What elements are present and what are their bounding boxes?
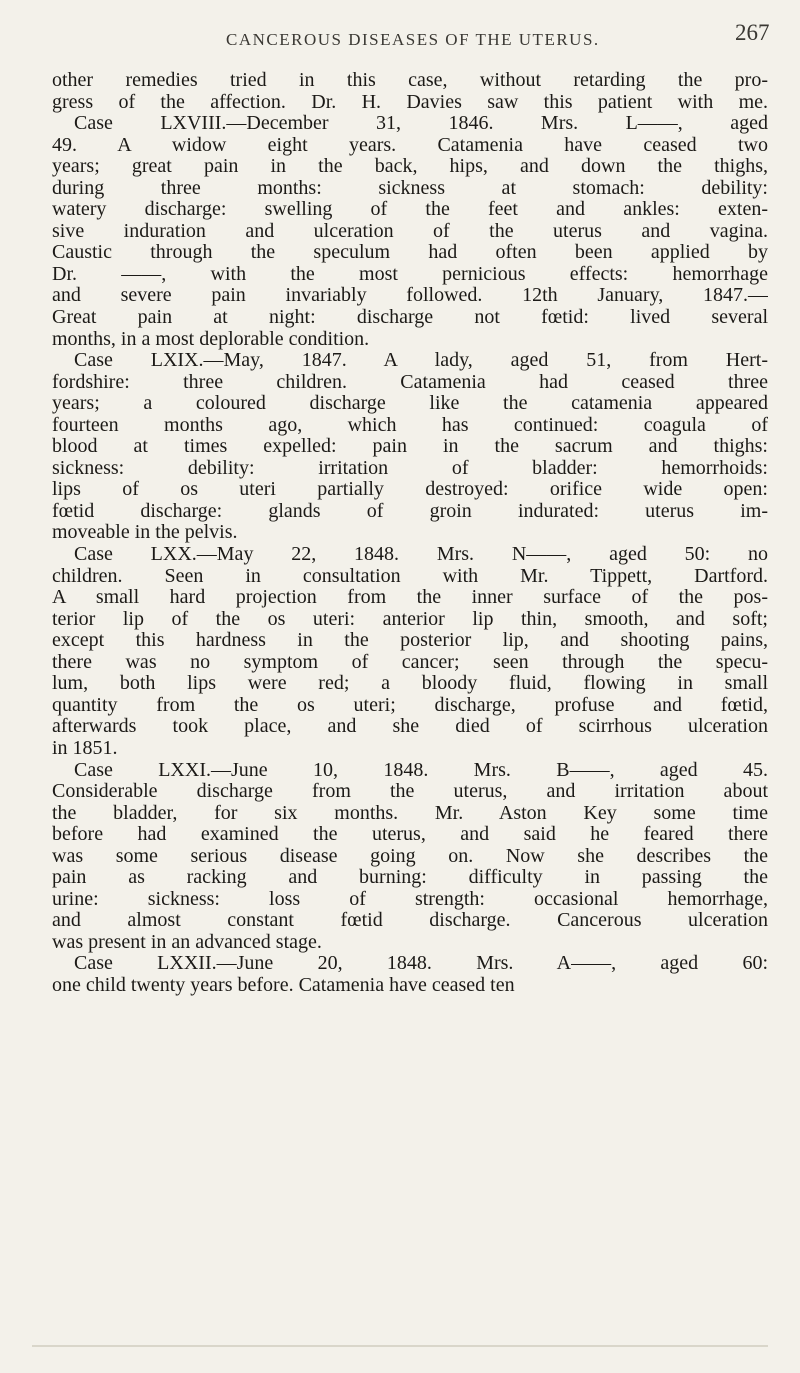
text-line: 49. A widow eight years. Catamenia have ceased two — [52, 134, 768, 156]
text-line: and severe pain invariably followed. 12th January, 1847.— — [52, 285, 768, 307]
text-line: before had examined the uterus, and said he feared there — [52, 824, 768, 846]
text-line: the bladder, for six months. Mr. Aston Key some time — [52, 802, 768, 824]
text-line: sive induration and ulceration of the uterus and vagina. — [52, 220, 768, 242]
case-heading-line: Case LXXI.—June 10, 1848. Mrs. B——, aged 45. — [74, 759, 768, 781]
text-line: A small hard projection from the inner surface of the pos- — [52, 587, 768, 609]
text-line: Dr. ——, with the most pernicious effects: hemorrhage — [52, 263, 768, 285]
text-line: Great pain at night: discharge not fœtid: lived several — [52, 307, 768, 329]
text-line: moveable in the pelvis. — [52, 522, 238, 544]
text-line: and almost constant fœtid discharge. Cancerous ulceration — [52, 910, 768, 932]
text-line: blood at times expelled: pain in the sacrum and thighs: — [52, 436, 768, 458]
running-head — [0, 18, 800, 58]
text-line: lum, both lips were red; a bloody fluid, flowing in small — [52, 673, 768, 695]
text-line: fourteen months ago, which has continued: coagula of — [52, 414, 768, 436]
case-heading-line: Case LXIX.—May, 1847. A lady, aged 51, from Hert- — [74, 350, 768, 372]
page-number: 267 — [735, 20, 770, 45]
text-line: terior lip of the os uteri: anterior lip thin, smooth, and soft; — [52, 608, 768, 630]
text-line: there was no symptom of cancer; seen through the specu- — [52, 651, 768, 673]
text-line: Considerable discharge from the uterus, and irritation about — [52, 781, 768, 803]
text-line: during three months: sickness at stomach: debility: — [52, 177, 768, 199]
text-line: was present in an advanced stage. — [52, 931, 322, 953]
text-line: urine: sickness: loss of strength: occasional hemorrhage, — [52, 888, 768, 910]
text-line: was some serious disease going on. Now she describes the — [52, 845, 768, 867]
text-line: watery discharge: swelling of the feet and ankles: exten- — [52, 199, 768, 221]
case-heading-line: Case LXXII.—June 20, 1848. Mrs. A——, aged 60: — [74, 953, 768, 975]
text-line: sickness: debility: irritation of bladder: hemorrhoids: — [52, 457, 768, 479]
running-title: CANCEROUS DISEASES OF THE UTERUS. — [226, 30, 600, 49]
text-line: years; a coloured discharge like the catamenia appeared — [52, 393, 768, 415]
text-line: except this hardness in the posterior lip, and shooting pains, — [52, 630, 768, 652]
text-line: in 1851. — [52, 737, 118, 759]
text-line: lips of os uteri partially destroyed: orifice wide open: — [52, 479, 768, 501]
text-line: months, in a most deplorable condition. — [52, 328, 370, 350]
case-heading-line: Case LXVIII.—December 31, 1846. Mrs. L——, aged — [74, 113, 768, 135]
text-line: years; great pain in the back, hips, and down the thighs, — [52, 156, 768, 178]
text-line: pain as racking and burning: difficulty in passing the — [52, 867, 768, 889]
text-line: one child twenty years before. Catamenia have ceased ten — [52, 974, 515, 996]
text-line: afterwards took place, and she died of scirrhous ulceration — [52, 716, 768, 738]
text-line: other remedies tried in this case, without retarding the pro- — [52, 70, 768, 91]
text-line: gress of the affection. Dr. H. Davies saw this patient with me. — [52, 91, 768, 113]
case-heading-line: Case LXX.—May 22, 1848. Mrs. N——, aged 50: no — [74, 544, 768, 566]
text-line: children. Seen in consultation with Mr. Tippett, Dartford. — [52, 565, 768, 587]
text-line: Caustic through the speculum had often been applied by — [52, 242, 768, 264]
text-line: fœtid discharge: glands of groin indurated: uterus im- — [52, 500, 768, 522]
text-line: quantity from the os uteri; discharge, profuse and fœtid, — [52, 694, 768, 716]
text-line: fordshire: three children. Catamenia had ceased three — [52, 371, 768, 393]
page-edge-rule — [32, 1345, 768, 1347]
body-text — [52, 70, 768, 997]
